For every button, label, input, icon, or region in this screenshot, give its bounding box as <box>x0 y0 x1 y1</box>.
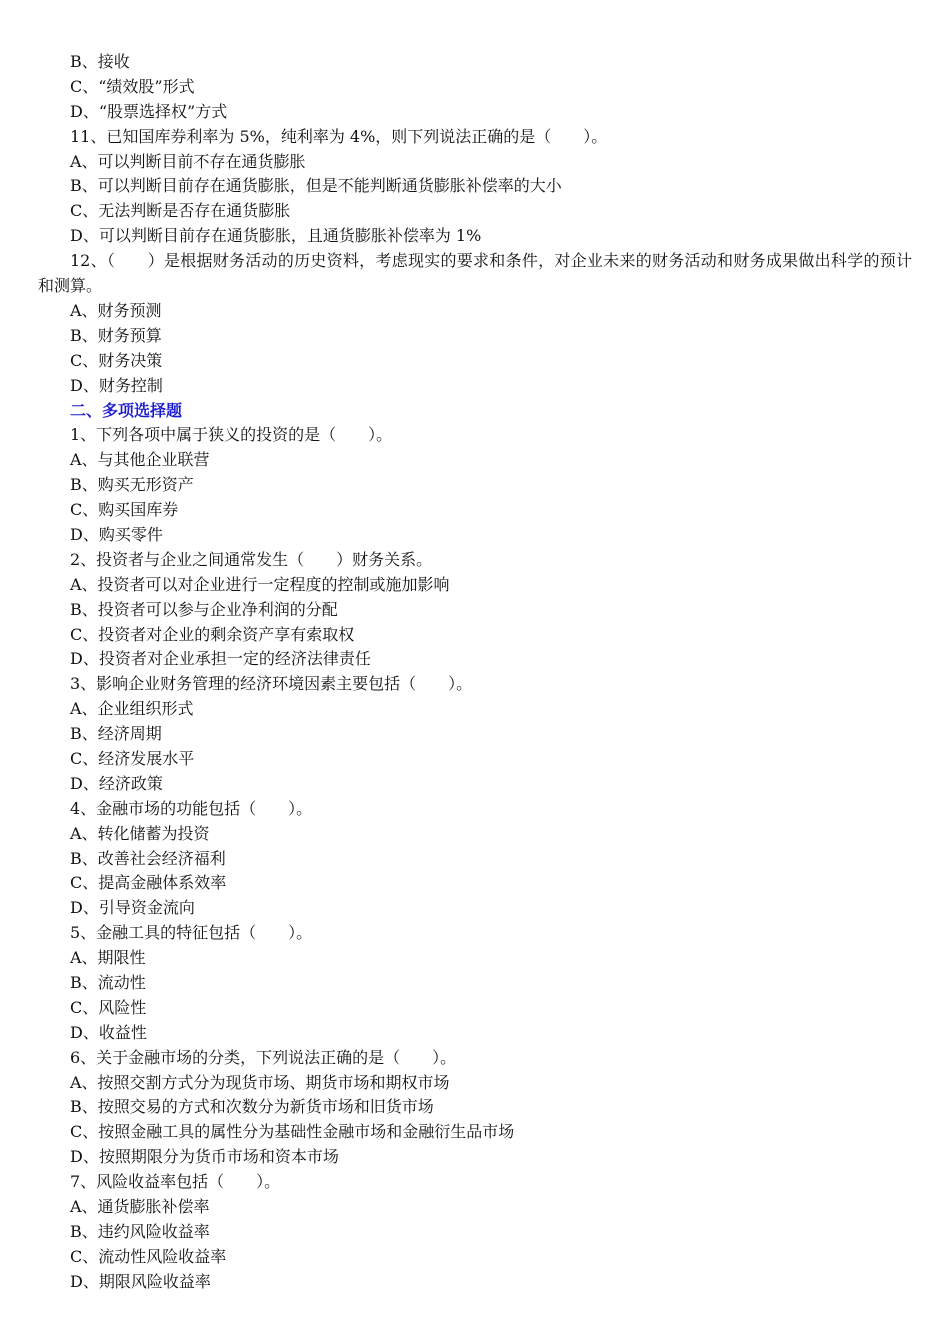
option-line: D、收益性 <box>70 1022 147 1042</box>
option-line: C、风险性 <box>70 997 147 1017</box>
option-line: D、可以判断目前存在通货膨胀，且通货膨胀补偿率为 1% <box>70 226 482 246</box>
option-line: D、“股票选择权”方式 <box>70 101 228 121</box>
option-line: C、“绩效股”形式 <box>70 76 195 96</box>
option-line: D、按照期限分为货币市场和资本市场 <box>70 1147 339 1167</box>
option-line: B、投资者可以参与企业净利润的分配 <box>70 599 338 619</box>
option-line: B、购买无形资产 <box>70 475 194 495</box>
option-line: A、投资者可以对企业进行一定程度的控制或施加影响 <box>70 574 450 594</box>
option-line: B、接收 <box>70 52 130 71</box>
question-block-multiple-choice <box>0 423 950 1294</box>
question-line: 6、关于金融市场的分类，下列说法正确的是（ ）。 <box>70 1047 457 1067</box>
question-line: 2、投资者与企业之间通常发生（ ）财务关系。 <box>70 549 433 569</box>
option-line: D、期限风险收益率 <box>70 1271 211 1291</box>
option-line: B、按照交易的方式和次数分为新货市场和旧货市场 <box>70 1097 434 1117</box>
option-line: A、与其他企业联营 <box>70 450 210 470</box>
option-line: B、违约风险收益率 <box>70 1221 210 1241</box>
option-line: B、流动性 <box>70 972 146 992</box>
option-line: C、按照金融工具的属性分为基础性金融市场和金融衍生品市场 <box>70 1122 515 1142</box>
option-line: C、经济发展水平 <box>70 748 195 768</box>
question-line: 5、金融工具的特征包括（ ）。 <box>70 923 313 943</box>
option-line: C、无法判断是否存在通货膨胀 <box>70 201 291 221</box>
question-line: 11、已知国库券利率为 5%，纯利率为 4%，则下列说法正确的是（ ）。 <box>70 126 608 146</box>
option-line: C、提高金融体系效率 <box>70 873 227 893</box>
option-line: A、期限性 <box>70 948 146 968</box>
option-line: C、投资者对企业的剩余资产享有索取权 <box>70 624 355 644</box>
option-line: A、转化储蓄为投资 <box>70 823 210 843</box>
option-line: B、财务预算 <box>70 325 162 345</box>
option-line: A、可以判断目前不存在通货膨胀 <box>70 151 306 171</box>
option-line: A、企业组织形式 <box>70 699 194 719</box>
option-line: D、经济政策 <box>70 773 163 793</box>
option-line: B、改善社会经济福利 <box>70 848 226 868</box>
option-line: C、流动性风险收益率 <box>70 1246 227 1266</box>
question-line: 3、影响企业财务管理的经济环境因素主要包括（ ）。 <box>70 674 473 694</box>
question-line: 4、金融市场的功能包括（ ）。 <box>70 798 313 818</box>
question-line: 7、风险收益率包括（ ）。 <box>70 1172 281 1192</box>
option-line: D、引导资金流向 <box>70 898 195 918</box>
option-line: D、投资者对企业承担一定的经济法律责任 <box>70 649 371 669</box>
option-line: B、可以判断目前存在通货膨胀，但是不能判断通货膨胀补偿率的大小 <box>70 176 562 196</box>
question-12: 12、（ ）是根据财务活动的历史资料，考虑现实的要求和条件，对企业未来的财务活动和财务成果做出科学的预计和测算。 <box>38 251 912 296</box>
option-line: C、财务决策 <box>70 350 163 370</box>
question-12-options <box>0 299 950 399</box>
option-line: A、通货膨胀补偿率 <box>70 1197 210 1216</box>
section-heading: 二、多项选择题 <box>70 400 183 420</box>
option-line: B、经济周期 <box>70 724 162 744</box>
option-line: C、购买国库券 <box>70 500 179 520</box>
question-line: 1、下列各项中属于狭义的投资的是（ ）。 <box>70 425 393 445</box>
question-block-single-choice-continued <box>0 50 950 249</box>
document-page <box>0 50 950 1295</box>
option-line: D、财务控制 <box>70 375 163 395</box>
option-line: A、财务预测 <box>70 300 162 320</box>
option-line: A、按照交割方式分为现货市场、期货市场和期权市场 <box>70 1072 450 1092</box>
option-line: D、购买零件 <box>70 524 163 544</box>
